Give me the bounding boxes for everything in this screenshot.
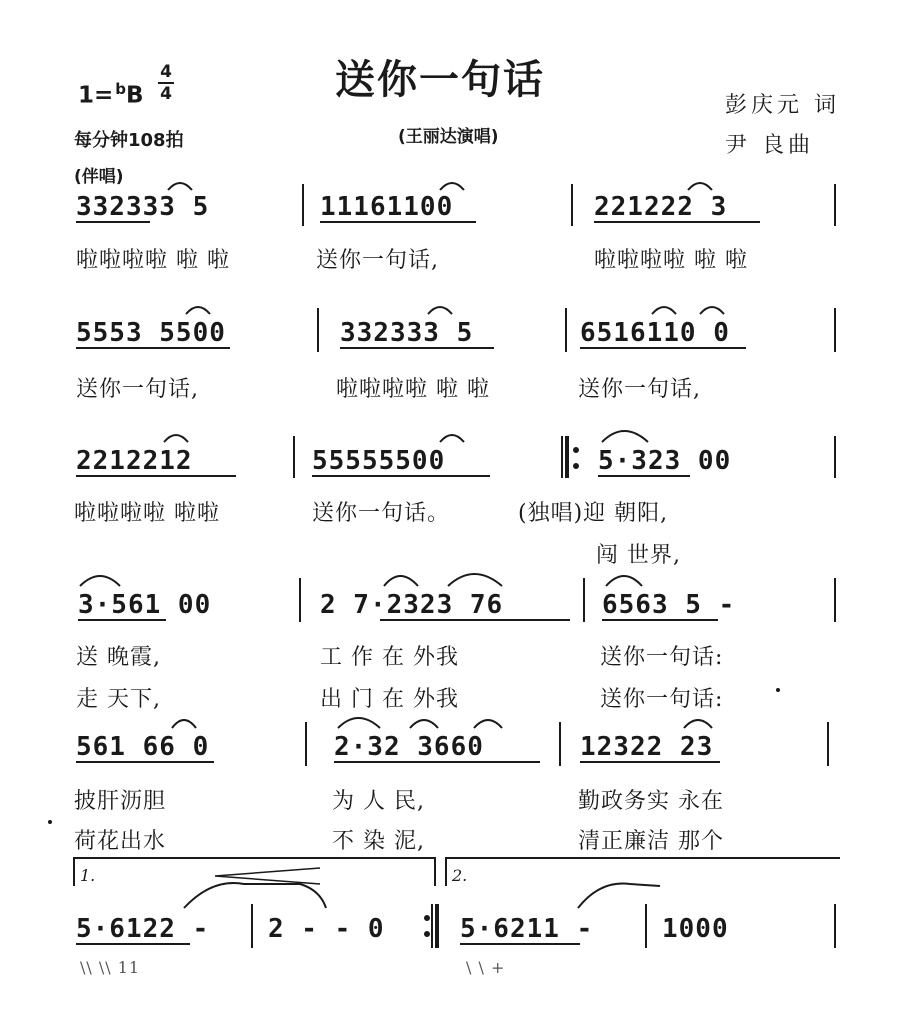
slur	[606, 576, 642, 586]
lyric-line: 送你一句话:	[600, 645, 724, 670]
lyric-line: 啦啦啦啦 啦啦	[74, 501, 220, 526]
slur	[168, 183, 192, 190]
measure-notes: 12322 23	[580, 732, 714, 762]
tie	[184, 883, 326, 908]
lyric-line: 送你一句话:	[600, 687, 724, 712]
first-ending-label: 1.	[80, 866, 96, 885]
measure-notes: 11161100	[320, 192, 454, 222]
lyric-line: 送你一句话。	[312, 501, 451, 526]
lyric-line: 勤政务实 永在	[578, 789, 724, 814]
slur	[172, 720, 196, 728]
first-ending-bracket	[74, 858, 435, 886]
lyric-line: 荷花出水	[74, 829, 167, 854]
slur	[384, 576, 418, 586]
measure-notes: 5·6122 -	[76, 914, 210, 944]
lyric-line: 走 天下,	[76, 687, 161, 712]
slur	[186, 307, 210, 314]
measure-notes: 2212212	[76, 446, 193, 476]
lyric-line: 为 人 民,	[332, 789, 425, 814]
tie	[578, 884, 660, 909]
lyric-line: \ \ +	[466, 958, 506, 977]
measure-notes: 2·32 3660	[334, 732, 484, 762]
slur	[440, 183, 464, 190]
slur	[652, 307, 676, 314]
time-signature-bottom: 4	[160, 84, 172, 104]
lyric-line: (独唱)迎 朝阳,	[518, 501, 669, 526]
composer-credit: 尹 良曲	[725, 133, 814, 158]
song-title: 送你一句话	[335, 57, 545, 103]
lyric-line: 啦啦啦啦 啦 啦	[594, 248, 748, 273]
stray-mark	[776, 688, 780, 692]
slur	[684, 720, 712, 728]
measure-notes: 332333 5	[340, 318, 474, 348]
repeat-dot	[573, 447, 579, 453]
measure-notes: 561 66 0	[76, 732, 210, 762]
measure-notes: 5·6211 -	[460, 914, 594, 944]
measure-notes: 2 7·2323 76	[320, 590, 504, 620]
repeat-dot	[573, 463, 579, 469]
slur	[700, 307, 724, 314]
slur	[440, 435, 464, 442]
measure-notes: 55555500	[312, 446, 446, 476]
second-ending-bracket	[446, 858, 840, 886]
slur	[428, 307, 452, 314]
slur	[448, 574, 502, 586]
key-note: B	[126, 82, 144, 109]
lyricist-credit: 彭庆元 词	[725, 93, 840, 118]
lyric-line: 送 晚霞,	[76, 645, 161, 670]
slur	[474, 720, 502, 728]
slur	[164, 435, 188, 442]
repeat-dot	[424, 915, 430, 921]
singer-credit: (王丽达演唱)	[398, 127, 499, 147]
lyric-line: 送你一句话,	[76, 377, 199, 402]
slur	[80, 576, 120, 586]
second-ending-label: 2.	[452, 866, 468, 885]
measure-notes: 6516110 0	[580, 318, 730, 348]
lyric-line: 送你一句话,	[578, 377, 701, 402]
lyric-line: 披肝沥胆	[74, 789, 167, 814]
measure-notes: 1000	[662, 914, 729, 944]
lyric-line: 啦啦啦啦 啦 啦	[336, 377, 490, 402]
slur	[338, 718, 380, 728]
lyric-line: 送你一句话,	[316, 248, 439, 273]
stray-mark	[48, 820, 52, 824]
measure-notes: 5553 5500	[76, 318, 226, 348]
slur	[688, 183, 712, 190]
tempo-marking: 每分钟108拍	[74, 130, 184, 151]
key-prefix: 1=	[78, 82, 114, 109]
measure-notes: 332333 5	[76, 192, 210, 222]
lyric-line: 啦啦啦啦 啦 啦	[76, 248, 230, 273]
measure-notes: 221222 3	[594, 192, 728, 222]
lyric-line: 出 门 在 外我	[320, 687, 459, 712]
lyric-line: 不 染 泥,	[332, 829, 425, 854]
lyric-line: 清正廉洁 那个	[578, 829, 724, 854]
flat-accidental: b	[115, 80, 127, 98]
lyric-line: 闯 世界,	[596, 543, 681, 568]
slur	[602, 431, 648, 442]
measure-notes: 2 - - 0	[268, 914, 385, 944]
measure-notes: 6563 5 -	[602, 590, 736, 620]
lyric-line: 工 作 在 外我	[320, 645, 459, 670]
accompaniment-label: (伴唱)	[74, 167, 124, 187]
measure-notes: 3·561 00	[78, 590, 212, 620]
repeat-dot	[424, 931, 430, 937]
time-signature-top: 4	[160, 62, 172, 82]
lyric-line: \\ \\ 11	[80, 958, 141, 977]
hairpin	[215, 868, 320, 884]
measure-notes: 5·323 00	[598, 446, 732, 476]
slur	[410, 720, 438, 728]
